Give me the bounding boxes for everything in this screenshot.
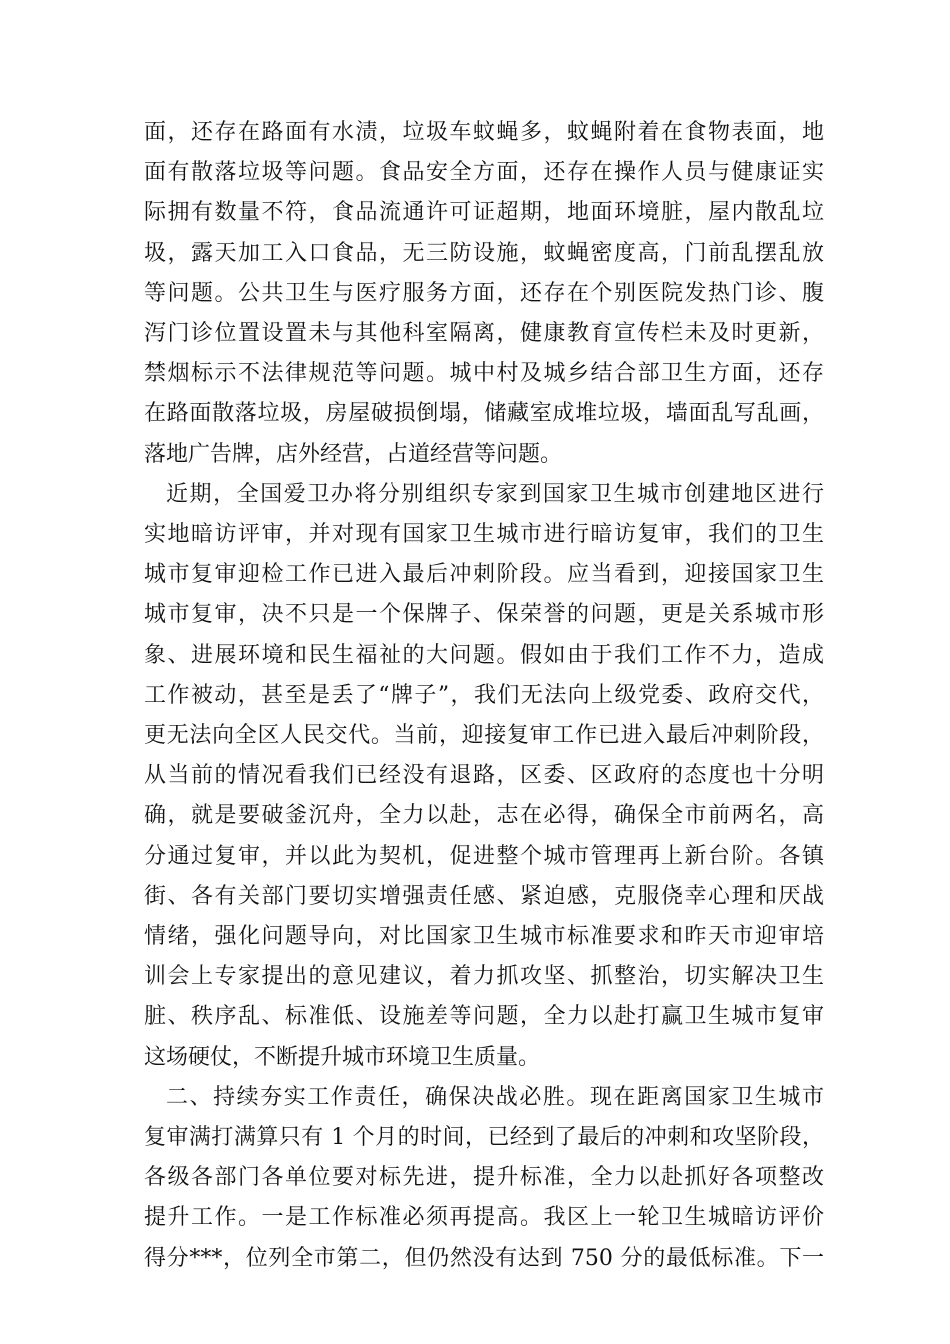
text-line: 复审满打满算只有 1 个月的时间，已经到了最后的冲刺和攻坚阶段， bbox=[144, 1125, 824, 1151]
text-line: 落地广告牌，店外经营，占道经营等问题。 bbox=[144, 441, 563, 467]
text-line: 训会上专家提出的意见建议，着力抓攻坚、抓整治，切实解决卫生 bbox=[144, 964, 824, 990]
text-line: 这场硬仗，不断提升城市环境卫生质量。 bbox=[144, 1044, 541, 1070]
paragraph-section-two bbox=[144, 1078, 824, 1279]
text-line: 象、进展环境和民生福祉的大问题。假如由于我们工作不力，造成 bbox=[144, 642, 824, 668]
text-line: 更无法向全区人民交代。当前，迎接复审工作已进入最后冲刺阶段， bbox=[144, 723, 824, 749]
text-line: 城市复审迎检工作已进入最后冲刺阶段。应当看到，迎接国家卫生 bbox=[144, 562, 824, 588]
text-line: 在路面散落垃圾，房屋破损倒塌，储藏室成堆垃圾，墙面乱写乱画， bbox=[144, 401, 824, 427]
text-line: 分通过复审，并以此为契机，促进整个城市管理再上新台阶。各镇 bbox=[144, 843, 824, 869]
text-line: 际拥有数量不符，食品流通许可证超期，地面环境脏，屋内散乱垃 bbox=[144, 200, 824, 226]
text-line: 确，就是要破釜沉舟，全力以赴，志在必得，确保全市前两名，高 bbox=[144, 803, 824, 829]
text-line: 禁烟标示不法律规范等问题。城中村及城乡结合部卫生方面，还存 bbox=[144, 361, 824, 387]
text-line: 从当前的情况看我们已经没有退路，区委、区政府的态度也十分明 bbox=[144, 763, 824, 789]
text-line: 街、各有关部门要切实增强责任感、紧迫感，克服侥幸心理和厌战 bbox=[144, 883, 824, 909]
text-line: 工作被动，甚至是丢了“牌子”，我们无法向上级党委、政府交代， bbox=[144, 682, 824, 708]
text-line: 近期，全国爱卫办将分别组织专家到国家卫生城市创建地区进行 bbox=[166, 481, 824, 507]
text-line: 二、持续夯实工作责任，确保决战必胜。现在距离国家卫生城市 bbox=[166, 1084, 824, 1110]
text-line: 城市复审，决不只是一个保牌子、保荣誉的问题，更是关系城市形 bbox=[144, 602, 824, 628]
paragraph-recent-review bbox=[144, 475, 824, 1078]
text-line: 脏、秩序乱、标准低、设施差等问题，全力以赴打赢卫生城市复审 bbox=[144, 1004, 824, 1030]
text-line: 得分***，位列全市第二，但仍然没有达到 750 分的最低标准。下一 bbox=[144, 1245, 824, 1271]
document-body bbox=[144, 113, 824, 1279]
text-line: 实地暗访评审，并对现有国家卫生城市进行暗访复审，我们的卫生 bbox=[144, 522, 824, 548]
text-line: 各级各部门各单位要对标先进，提升标准，全力以赴抓好各项整改 bbox=[144, 1165, 824, 1191]
text-line: 圾，露天加工入口食品，无三防设施，蚊蝇密度高，门前乱摆乱放 bbox=[144, 240, 824, 266]
text-line: 泻门诊位置设置未与其他科室隔离，健康教育宣传栏未及时更新， bbox=[144, 321, 824, 347]
text-line: 面，还存在路面有水渍，垃圾车蚊蝇多，蚊蝇附着在食物表面，地 bbox=[144, 120, 824, 145]
text-line: 等问题。公共卫生与医疗服务方面，还存在个别医院发热门诊、腹 bbox=[144, 280, 824, 306]
paragraph-sanitation-issues bbox=[144, 113, 824, 475]
text-line: 面有散落垃圾等问题。食品安全方面，还存在操作人员与健康证实 bbox=[144, 160, 824, 186]
text-line: 提升工作。一是工作标准必须再提高。我区上一轮卫生城暗访评价 bbox=[144, 1205, 824, 1231]
text-line: 情绪，强化问题导向，对比国家卫生城市标准要求和昨天市迎审培 bbox=[144, 924, 824, 950]
